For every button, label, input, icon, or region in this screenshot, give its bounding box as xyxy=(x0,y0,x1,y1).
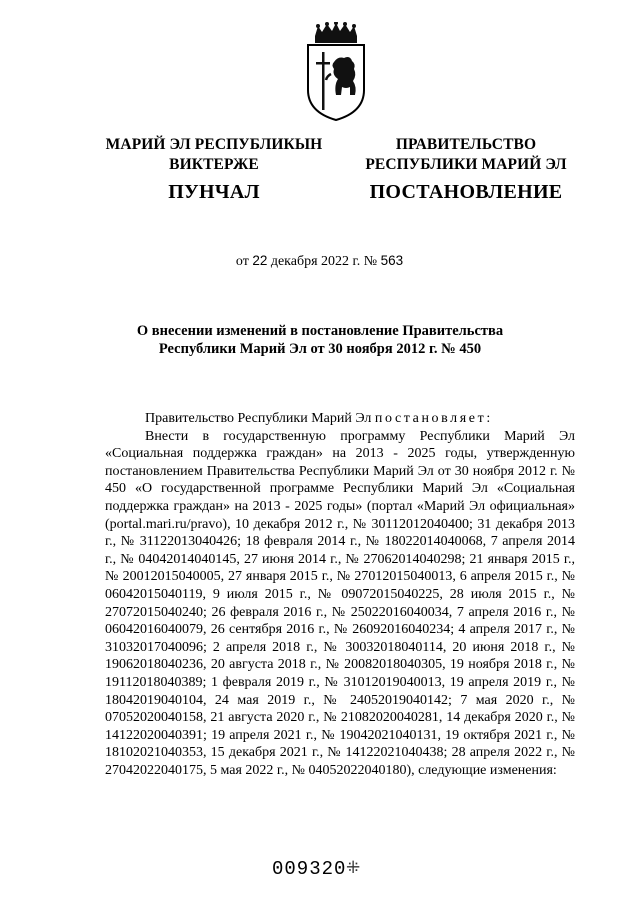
intro-prefix: Правительство Республики Марий Эл xyxy=(145,411,372,426)
intro-line xyxy=(105,410,575,428)
date-day: 22 xyxy=(252,253,268,268)
header-right-line1: ПРАВИТЕЛЬСТВО xyxy=(395,136,537,153)
document-date-line xyxy=(0,252,639,271)
date-prefix: от xyxy=(235,254,249,269)
document-number: 563 xyxy=(380,253,404,268)
title-line2: Республики Марий Эл от 30 ноября 2012 г. № 450 xyxy=(158,341,482,357)
coat-of-arms-icon xyxy=(301,22,371,122)
document-body xyxy=(105,410,575,779)
date-rest: декабря 2022 г. № xyxy=(270,254,378,269)
header-right xyxy=(355,135,577,205)
form-serial-number: 009320 xyxy=(272,858,347,880)
intro-spaced: постановляет: xyxy=(374,411,493,426)
header-left-doc-type: ПУНЧАЛ xyxy=(168,181,260,203)
header-right-line2: РЕСПУБЛИКИ МАРИЙ ЭЛ xyxy=(365,156,567,173)
header-right-doc-type: ПОСТАНОВЛЕНИЕ xyxy=(369,181,563,203)
header-left-line1: МАРИЙ ЭЛ РЕСПУБЛИКЫН xyxy=(105,136,323,153)
title-line1: О внесении изменений в постановление Правительства xyxy=(136,323,504,339)
serial-mark: ⁜ xyxy=(346,858,361,877)
header-left xyxy=(92,135,336,205)
document-title xyxy=(110,322,530,358)
main-paragraph: Внести в государственную программу Республики Марий Эл «Социальная поддержка граждан» на 2013 - 2025 годы, утвержденную постановлением Правительства Республики Марий Эл от 30 ноября 2012 г. № 450 «О государственной программе Республики Марий Эл «Социальная поддержка граждан» на 2013 - 2025 годы» (портал «Марий Эл официальная» (portal.mari.ru/pravo), 10 декабря 2012 г., № 30112012040400; 31 декабря 2013 г., № 31122013040426; 18 февраля 2014 г., № 18022014040068, 7 апреля 2014 г., № 04042014040145, 27 июня 2014 г., № 27062014040298; 21 января 2015 г., № 20012015040005, 27 января 2015 г., № 27012015040013, 6 апреля 2015 г., № 06042015040119, 9 июля 2015 г., № 09072015040225, 28 июля 2015 г., № 27072015040240; 26 февраля 2016 г., № 25022016040034, 7 апреля 2016 г., № 06042016040079, 26 сентября 2016 г., № 26092016040234; 4 апреля 2017 г., № 31032017040096; 2 апреля 2018 г., № 30032018040114, 20 июня 2018 г., № 19062018040236, 20 августа 2018 г., № 20082018040305, 19 ноября 2018 г., № 19112018040389; 1 февраля 2019 г., № 31012019040013, 19 апреля 2019 г., № 18042019040104, 24 мая 2019 г., № 24052019040142; 7 мая 2020 г., № 07052020040158, 21 августа 2020 г., № 21082020040281, 14 декабря 2020 г., № 14122020040391; 19 апреля 2021 г., № 19042021040131, 19 октября 2021 г., № 18102021040353, 15 декабря 2021 г., № 14122021040438; 28 апреля 2022 г., № 27042022040175, 5 мая 2022 г., № 04052022040180), следующие изменения: xyxy=(105,428,575,778)
header-left-line2: ВИКТЕРЖЕ xyxy=(169,156,259,173)
